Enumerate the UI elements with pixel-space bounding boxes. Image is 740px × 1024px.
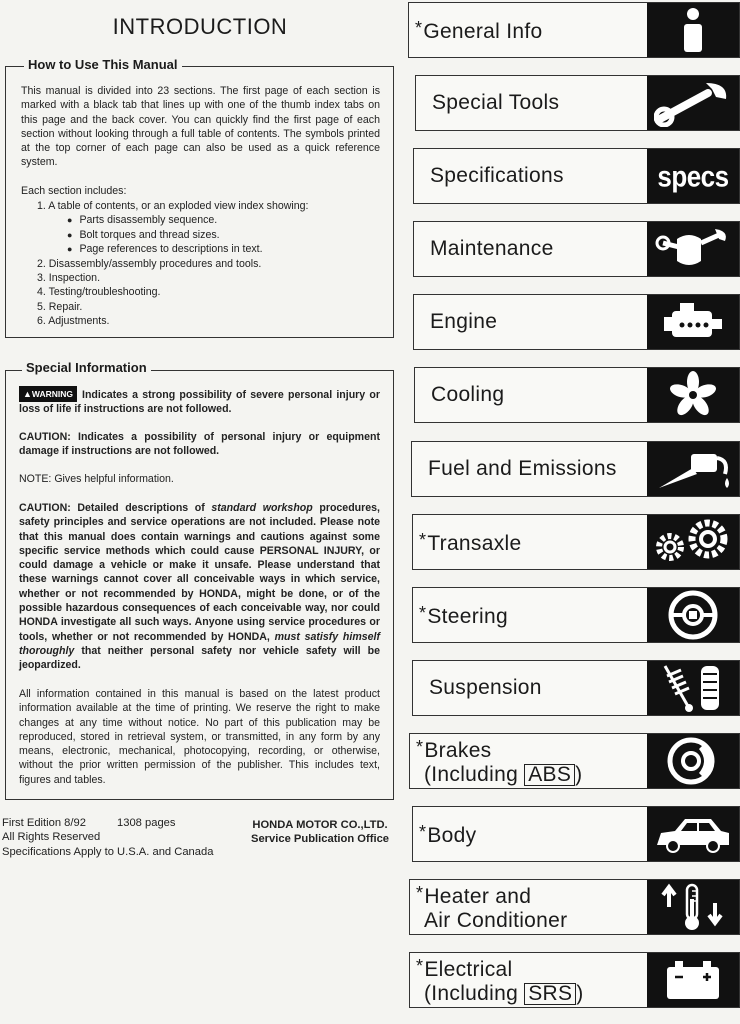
revision-star: * (419, 603, 427, 623)
specs-apply-text: Specifications Apply to U.S.A. and Canada (2, 846, 214, 858)
warning-paragraph (19, 386, 380, 417)
tab-title: Steering (427, 605, 508, 628)
page-title: INTRODUCTION (112, 14, 288, 39)
tab-label (413, 515, 647, 569)
section-tab-cooling[interactable] (414, 367, 740, 423)
info-paragraph: All information contained in this manual is based on the latest product information available at the time of printing. We reserve the right to make changes at any time without notice. No part of this publication may be reproduced, stored in retrieval system, or transmitted, in any form by any means, electronic, mechanical, photocopying, recording, or otherwise, without the prior written permission of the publisher. This includes text, figures and tables. (19, 688, 380, 786)
tab-label-line1 (419, 528, 647, 556)
brake-disc-icon (647, 734, 739, 788)
section-tab-body[interactable] (412, 806, 740, 862)
warning-badge-label: WARNING (31, 389, 74, 399)
caution-detailed-text: procedures, safety principles and service operations are not included. Please note that this manual does contain warnings and cautions against some specific service methods which could cause PERSONAL INJURY, or could damage a vehicle or make it unsafe. Please understand that these warnings cannot cover all conceivable ways in which service, whether or not recommended by HONDA, might be done, or of the possible hazardous consequences of each conceivable way, nor could HONDA investigate all such ways. Anyone using service procedures or tools, whether or not recommended by HONDA, (19, 502, 380, 643)
section-tab-general-info[interactable] (408, 2, 740, 58)
section-tab-brakes[interactable] (409, 733, 740, 789)
tab-subtitle: Air Conditioner (424, 909, 568, 932)
tab-label-line1 (419, 601, 647, 629)
section-tab-electrical[interactable] (409, 952, 740, 1008)
tab-subtitle-boxed: ABS (524, 764, 575, 786)
tab-label-line2 (416, 909, 647, 933)
tab-label-line1 (430, 310, 647, 334)
tab-label (416, 76, 647, 130)
list-item: 2. Disassembly/assembly procedures and tools. (37, 257, 262, 270)
how-to-use-paragraph: This manual is divided into 23 sections. The first page of each section is marked with a black tab that lines up with one of the thumb index tabs on this page and the back cover. You can quickly find the first page of each section without looking through a full table of contents. The symbols printed at the top corner of each page can also be used as a quick reference system. (21, 85, 380, 169)
section-tab-heater-and[interactable] (409, 879, 740, 935)
includes-intro: Each section includes: (21, 185, 127, 197)
tab-label-line1 (428, 457, 647, 481)
caution-detailed-italic: standard workshop (211, 502, 313, 514)
list-subitem: ● Parts disassembly sequence. (37, 213, 309, 227)
tab-title: Specifications (430, 164, 564, 187)
tab-label (412, 442, 647, 496)
tab-label (410, 953, 647, 1007)
list-item: 3. Inspection. (37, 272, 101, 285)
caution-detailed-italic: must satisfy himself thoroughly (19, 630, 380, 657)
engine-icon (647, 295, 739, 349)
revision-star: * (416, 883, 424, 903)
tab-title: Suspension (429, 676, 542, 699)
maintenance-icon (647, 222, 739, 276)
section-tab-specifications[interactable] (413, 148, 740, 204)
suspension-icon (647, 661, 739, 715)
section-contents-list (37, 199, 309, 329)
note-paragraph: NOTE: Gives helpful information. (19, 473, 174, 485)
page-count: 1308 pages (117, 817, 176, 829)
list-subitem: ● Page references to descriptions in text. (37, 242, 309, 256)
fan-icon (647, 368, 739, 422)
tab-label-line1 (430, 237, 647, 261)
tab-label (414, 149, 647, 203)
tab-label (410, 734, 647, 788)
list-item: 4. Testing/troubleshooting. (37, 286, 161, 299)
section-tab-special-tools[interactable] (415, 75, 740, 131)
list-item: 6. Adjustments. (37, 315, 110, 328)
tab-title: Maintenance (430, 237, 554, 260)
how-to-use-heading: How to Use This Manual (24, 57, 182, 72)
tab-label (414, 222, 647, 276)
caution-detailed-text: CAUTION: Detailed descriptions of (19, 502, 212, 514)
tab-title: Body (427, 824, 477, 847)
list-subitem: ● Bolt torques and thread sizes. (37, 228, 309, 242)
tab-label (413, 588, 647, 642)
edition-text: First Edition 8/92 (2, 817, 86, 829)
fuel-nozzle-icon (647, 442, 739, 496)
car-body-icon (647, 807, 739, 861)
section-tab-steering[interactable] (412, 587, 740, 643)
tab-label-line1 (432, 91, 647, 115)
gears-icon (647, 515, 739, 569)
tab-label-line1 (419, 820, 647, 848)
battery-icon (647, 953, 739, 1007)
tab-label-line2 (416, 982, 647, 1006)
tab-title: Engine (430, 310, 498, 333)
section-tab-transaxle[interactable] (412, 514, 740, 570)
tab-title: Fuel and Emissions (428, 457, 617, 480)
tab-title: Cooling (431, 383, 505, 406)
tab-label (409, 3, 647, 57)
section-tabs (408, 0, 740, 1024)
section-tab-engine[interactable] (413, 294, 740, 350)
tab-label-line1 (416, 881, 647, 909)
tab-subtitle-boxed: SRS (524, 983, 576, 1005)
warning-triangle-icon: ▲ (23, 389, 32, 399)
section-tab-fuel-and-emissions[interactable] (411, 441, 740, 497)
tab-label-line1 (431, 383, 647, 407)
caution-paragraph: CAUTION: Indicates a possibility of personal injury or equipment damage if instructions are not followed. (19, 431, 380, 458)
tab-subtitle-end: ) (575, 763, 583, 786)
steering-wheel-icon (647, 588, 739, 642)
tab-title: Brakes (424, 739, 492, 762)
tab-label-line1 (415, 16, 647, 44)
specs-icon-label: specs (657, 158, 729, 193)
list-item: 1. A table of contents, or an exploded view index showing: (37, 200, 309, 212)
warning-badge (19, 386, 77, 402)
company-name: HONDA MOTOR CO.,LTD. (252, 819, 388, 831)
tab-label (415, 368, 647, 422)
warning-text: Indicates a strong possibility of severe personal injury or loss of life if instructions are not followed. (19, 389, 380, 416)
rights-text: All Rights Reserved (2, 831, 101, 843)
revision-star: * (416, 737, 424, 757)
tab-label-line1 (430, 164, 647, 188)
tab-title: Heater and (424, 885, 532, 908)
info-icon (647, 3, 739, 57)
wrench-icon (647, 76, 739, 130)
tab-label (414, 295, 647, 349)
tab-label (413, 661, 647, 715)
tab-title: Special Tools (432, 91, 560, 114)
list-item: 5. Repair. (37, 300, 83, 313)
specs-icon (647, 149, 739, 203)
tab-label-line1 (416, 735, 647, 763)
special-info-heading: Special Information (22, 360, 151, 375)
thermometer-icon (647, 880, 739, 934)
revision-star: * (419, 530, 427, 550)
caution-detailed-paragraph (19, 501, 380, 673)
revision-star: * (419, 822, 427, 842)
section-tab-maintenance[interactable] (413, 221, 740, 277)
tab-title: General Info (423, 20, 543, 43)
tab-subtitle: (Including (424, 982, 525, 1005)
tab-label-line2 (416, 763, 647, 787)
tab-label-line1 (429, 676, 647, 700)
tab-title: Electrical (424, 958, 513, 981)
caution-detailed-text: that neither personal safety nor vehicle safety will be jeopardized. (19, 644, 380, 672)
tab-label (413, 807, 647, 861)
revision-star: * (415, 18, 423, 38)
tab-label (410, 880, 647, 934)
section-tab-suspension[interactable] (412, 660, 740, 716)
tab-subtitle-end: ) (576, 982, 584, 1005)
tab-title: Transaxle (427, 532, 522, 555)
revision-star: * (416, 956, 424, 976)
tab-label-line1 (416, 954, 647, 982)
tab-subtitle: (Including (424, 763, 525, 786)
publication-office: Service Publication Office (250, 833, 390, 845)
